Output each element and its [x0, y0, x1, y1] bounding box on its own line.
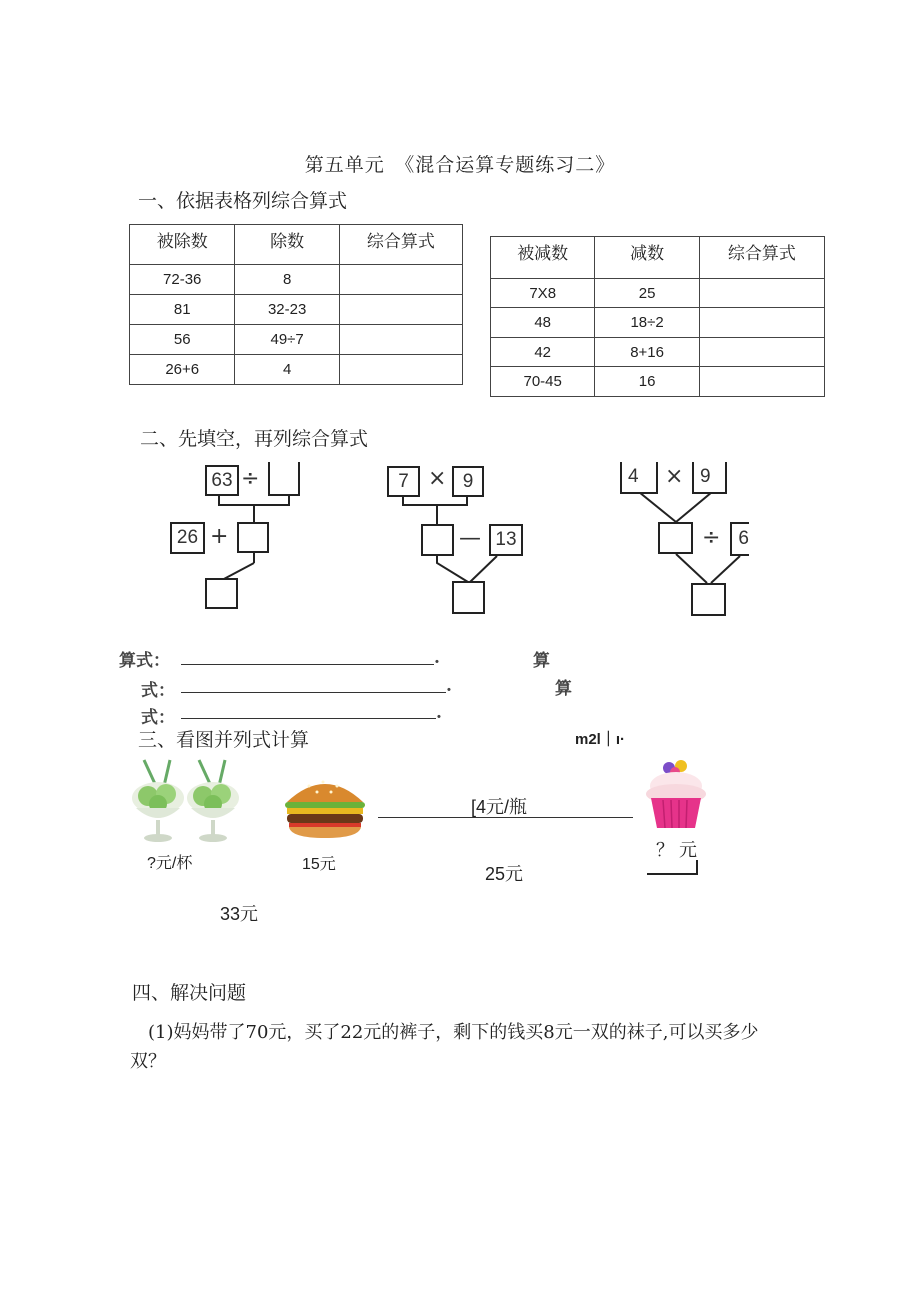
table-header: 被减数	[491, 237, 595, 279]
ice-cream-cups-image	[130, 758, 240, 848]
tree1-left-number: 26	[170, 522, 205, 554]
formula-dot-1: .	[434, 648, 440, 668]
divide-sign: ÷	[241, 466, 260, 491]
tree3-result-box[interactable]	[691, 583, 726, 616]
tree2-left-number: 7	[387, 466, 420, 497]
times-sign: ×	[665, 464, 684, 489]
table-header: 综合算式	[699, 237, 824, 279]
table-cell: 42	[491, 338, 595, 367]
plus-sign: +	[210, 524, 229, 549]
table-cell: 8+16	[595, 338, 699, 367]
question-1-line-2: 双？	[130, 1051, 166, 1072]
formula-label-2: 式：	[141, 681, 175, 701]
table-header: 被除数	[130, 225, 235, 265]
scan-noise-text: m2l｜ı·	[575, 731, 626, 748]
formula-suan-2: 算	[555, 679, 572, 699]
drink-price-label: ?元/杯	[147, 855, 193, 872]
section4-heading: 四、解决问题	[132, 982, 247, 1004]
formula-dot-2: .	[446, 676, 452, 696]
formula-line-1[interactable]	[181, 664, 434, 665]
page-title: 第五单元 《混合运算专题练习二》	[304, 154, 616, 176]
table-cell: 4	[235, 355, 339, 385]
table-cell: 48	[491, 308, 595, 338]
section3-heading: 三、看图并列式计算	[138, 729, 310, 751]
table-cell: 81	[130, 295, 235, 325]
tree2-middle-box[interactable]	[421, 524, 454, 556]
tree1-top-number: 63	[205, 465, 239, 496]
table-cell: 26+6	[130, 355, 235, 385]
total-left-label: 33元	[220, 904, 259, 924]
table-cell: 49÷7	[235, 325, 339, 355]
middle-total-label: 25元	[485, 864, 524, 884]
question-1-line-1: (1)妈妈带了70元，买了22元的裤子，剩下的钱买8元一双的袜子,可以买多少	[148, 1022, 759, 1043]
tree3-right-number: 9	[692, 462, 727, 494]
table-cell: 56	[130, 325, 235, 355]
formula-line-2[interactable]	[181, 692, 446, 693]
table-cell: 32-23	[235, 295, 339, 325]
minus-sign: —	[459, 526, 481, 551]
tree2-right-number-2: 13	[489, 524, 523, 556]
table-cell: 25	[595, 279, 699, 308]
cupcake-image	[645, 758, 707, 830]
formula-suan-1: 算	[533, 651, 550, 671]
section1-heading: 一、依据表格列综合算式	[138, 190, 348, 212]
table-cell: 18÷2	[595, 308, 699, 338]
formula-dot-3: .	[436, 703, 442, 723]
bracket-line	[378, 817, 633, 818]
table-cell: 7X8	[491, 279, 595, 308]
table-cell: 8	[235, 265, 339, 295]
table-header: 减数	[595, 237, 699, 279]
section2-heading: 二、先填空，再列综合算式	[140, 428, 369, 450]
table-cell: 16	[595, 367, 699, 397]
formula-label-1: 算式：	[119, 651, 170, 671]
divide-sign: ÷	[702, 525, 721, 550]
tree3-middle-box[interactable]	[658, 522, 693, 554]
tree1-middle-box[interactable]	[237, 522, 269, 553]
tree1-result-box[interactable]	[205, 578, 238, 609]
burger-image	[283, 772, 367, 840]
bottle-price-label: [4元/瓶	[471, 797, 528, 817]
table-header: 除数	[235, 225, 339, 265]
cake-bracket	[645, 858, 701, 878]
times-sign: ×	[428, 466, 447, 491]
burger-price-label: 15元	[302, 856, 336, 873]
table-header: 综合算式	[339, 225, 462, 265]
cake-price-label: ？ 元	[656, 840, 698, 860]
table-cell: 70-45	[491, 367, 595, 397]
formula-label-3: 式：	[141, 708, 175, 728]
tree2-right-number: 9	[452, 466, 484, 497]
tree1-blank-box[interactable]	[268, 462, 300, 496]
tree2-result-box[interactable]	[452, 581, 485, 614]
table-cell: 72-36	[130, 265, 235, 295]
formula-line-3[interactable]	[181, 718, 436, 719]
tree3-left-number: 4	[620, 462, 658, 494]
tree3-divisor-number: 6	[730, 522, 749, 556]
